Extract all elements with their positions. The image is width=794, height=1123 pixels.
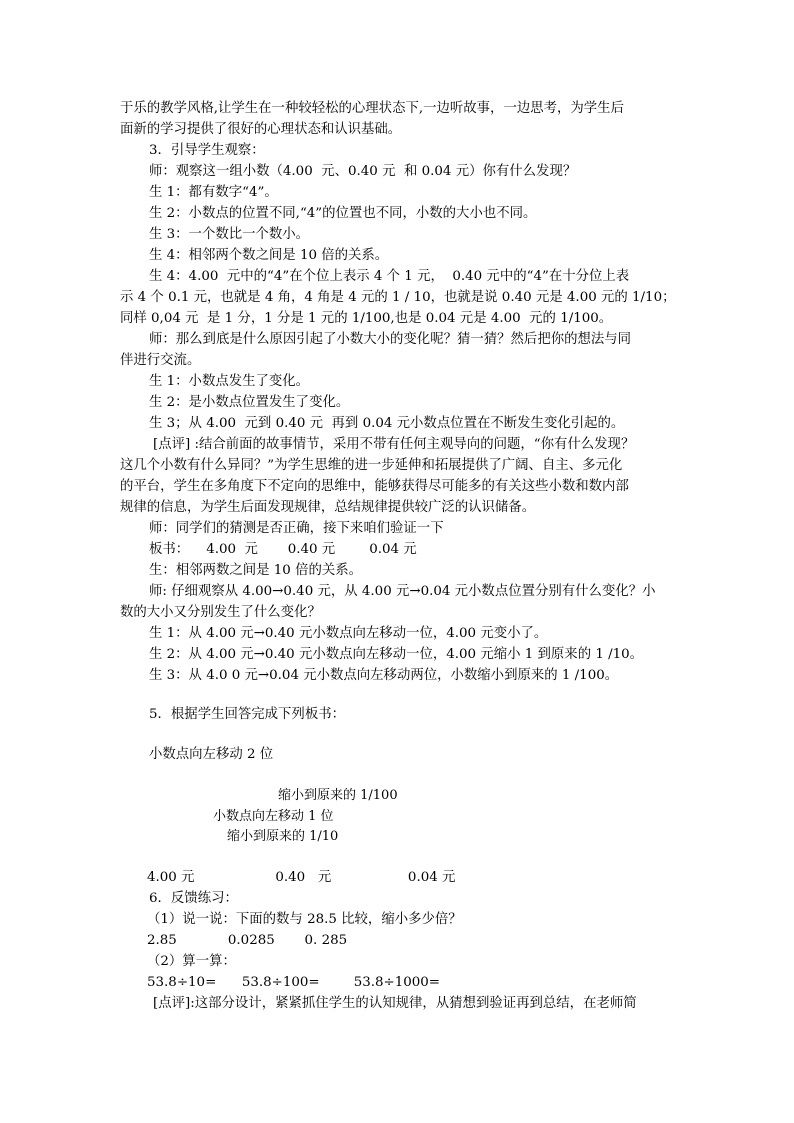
text-line: 生 2：是小数点位置发生了变化。 [149, 395, 350, 410]
text-line: 同样 0,04 元 是 1 分，1 分是 1 元的 1/100,也是 0.04 元是 4.00 元的 1/100。 [120, 311, 613, 326]
text-line: （2）算一算： [147, 954, 236, 969]
text-line: 伴进行交流。 [120, 353, 201, 368]
text-line: 示 4 个 0.1 元，也就是 4 角，4 角是 4 元的 1 / 10，也就是说 0.40 元是 4.00 元的 1/10； [120, 290, 676, 305]
text-line: 生 3；从 4.00 元到 0.40 元 再到 0.04 元小数点位置在不断发生变化引起的。 [149, 416, 625, 431]
text-line: 生 4：4.00 元中的“4”在个位上表示 4 个 1 元， 0.40 元中的“4”在十分位上表 [149, 269, 630, 284]
text-line: 生 2：从 4.00 元→0.40 元小数点向左移动一位，4.00 元缩小 1 到原来的 1 /10。 [149, 647, 644, 662]
text-line: 53.8÷10= 53.8÷100= 53.8÷1000= [147, 975, 441, 990]
text-line: 生 1：小数点发生了变化。 [149, 374, 310, 389]
board-label: 缩小到原来的 1/100 [278, 788, 398, 803]
text-line: 生 1：都有数字“4”。 [149, 185, 278, 200]
board-label: 小数点向左移动 1 位 [213, 809, 334, 824]
text-line: 师: 仔细观察从 4.00→0.40 元，从 4.00 元→0.04 元小数点位置分别有什么变化？小 [149, 584, 656, 599]
comment-line: [点评]:这部分设计，紧紧抓住学生的认知规律，从猜想到验证再到总结，在老师简 [153, 996, 637, 1011]
text-line: 生：相邻两数之间是 10 倍的关系。 [149, 563, 363, 578]
text-line: 生 3：一个数比一个数小。 [149, 227, 310, 242]
text-line: 规律的信息，为学生后面发现规律，总结规律提供较广泛的认识储备。 [120, 500, 536, 515]
text-line: 师：同学们的猜测是否正确，接下来咱们验证一下 [149, 521, 444, 536]
text-line: 数的大小又分别发生了什么变化？ [120, 605, 321, 620]
text-line: 的平台，学生在多角度下不定向的思维中，能够获得尽可能多的有关这些小数和数内部 [120, 479, 629, 494]
text-line: 这几个小数有什么异同？”为学生思维的进一步延伸和拓展提供了广阔、自主、多元化 [120, 458, 623, 473]
board-label: 缩小到原来的 1/10 [227, 829, 339, 844]
board-label: 小数点向左移动 2 位 [149, 747, 274, 762]
section-heading: 3．引导学生观察： [149, 143, 265, 158]
board-values: 4.00 元 0.40 元 0.04 元 [147, 870, 456, 885]
text-line: 生 3：从 4.0 0 元→0.04 元小数点向左移动两位，小数缩小到原来的 1 /100。 [149, 668, 619, 683]
text-line: 板书： 4.00 元 0.40 元 0.04 元 [149, 542, 417, 557]
text-line: 面新的学习提供了很好的心理状态和认识基础。 [120, 122, 402, 137]
section-heading: 5．根据学生回答完成下列板书： [149, 707, 345, 722]
comment-line: [点评] :结合前面的故事情节，采用不带有任何主观导向的问题，“你有什么发现？ [153, 437, 635, 452]
text-line: 2.85 0.0285 0. 285 [147, 933, 348, 948]
text-line: 师：那么到底是什么原因引起了小数大小的变化呢？猜一猜？然后把你的想法与同 [149, 332, 632, 347]
text-line: 师：观察这一组小数（4.00 元、0.40 元 和 0.04 元）你有什么发现？ [149, 164, 577, 179]
text-line: 生 2：小数点的位置不同,“4”的位置也不同，小数的大小也不同。 [149, 206, 537, 221]
text-line: 生 4：相邻两个数之间是 10 倍的关系。 [149, 248, 389, 263]
text-line: （1）说一说：下面的数与 28.5 比较，缩小多少倍？ [147, 912, 462, 927]
text-line: 生 1：从 4.00 元→0.40 元小数点向左移动一位，4.00 元变小了。 [149, 626, 548, 641]
section-heading: 6．反馈练习： [149, 891, 238, 906]
text-line: 于乐的教学风格,让学生在一种较轻松的心理状态下,一边听故事，一边思考，为学生后 [120, 101, 624, 116]
